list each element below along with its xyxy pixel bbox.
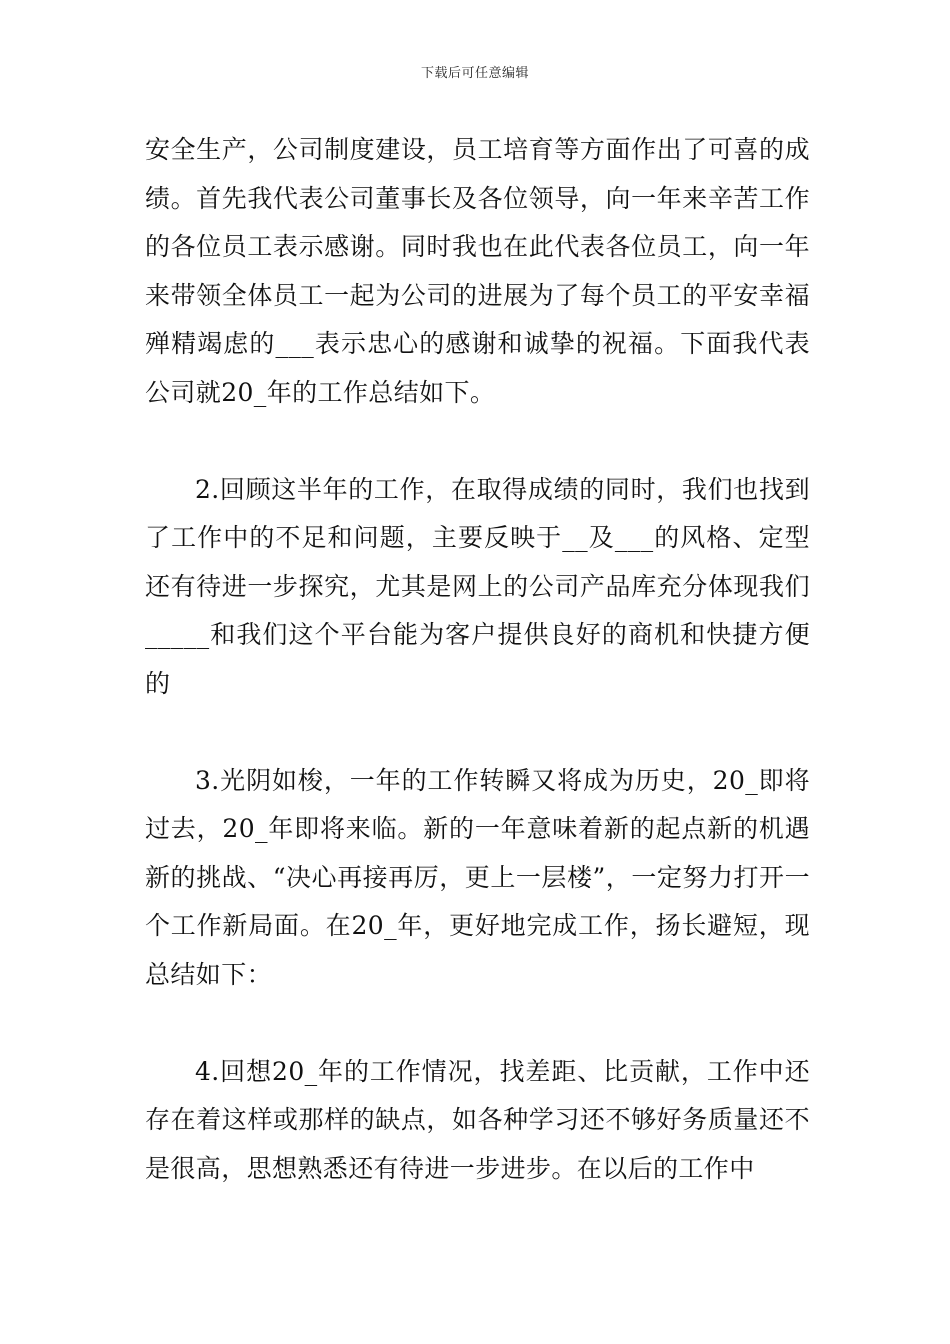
paragraph-gap: [145, 418, 810, 466]
paragraph-1: 安全生产，公司制度建设，员工培育等方面作出了可喜的成绩。首先我代表公司董事长及各位领导，向一年来辛苦工作的各位员工表示感谢。同时我也在此代表各位员工，向一年来带领全体员工一起为公司的进展为了每个员工的平安幸福殚精竭虑的___表示忠心的感谢和诚挚的祝福。下面我代表公司就20_年的工作总结如下。: [145, 135, 810, 407]
paragraph-2: 2.回顾这半年的工作，在取得成绩的同时，我们也找到了工作中的不足和问题，主要反映于__及___的风格、定型还有待进一步探究，尤其是网上的公司产品库充分体现我们_____和我们这个平台能为客户提供良好的商机和快捷方便的: [145, 474, 810, 698]
paragraph-4: 4.回想20_年的工作情况，找差距、比贡献，工作中还存在着这样或那样的缺点，如各种学习还不够好务质量还不是很高，思想熟悉还有待进一步进步。在以后的工作中: [145, 1056, 810, 1183]
paragraph-3: 3.光阴如梭，一年的工作转瞬又将成为历史，20_即将过去，20_年即将来临。新的一年意味着新的起点新的机遇新的挑战、“决心再接再厉，更上一层楼”，一定努力打开一个工作新局面。在20_年，更好地完成工作，扬长避短，现总结如下：: [145, 765, 810, 989]
document-body: [145, 126, 810, 1193]
page-header: 下载后可任意编辑: [420, 66, 529, 81]
paragraph-gap: [145, 709, 810, 757]
paragraph-gap: [145, 1000, 810, 1048]
